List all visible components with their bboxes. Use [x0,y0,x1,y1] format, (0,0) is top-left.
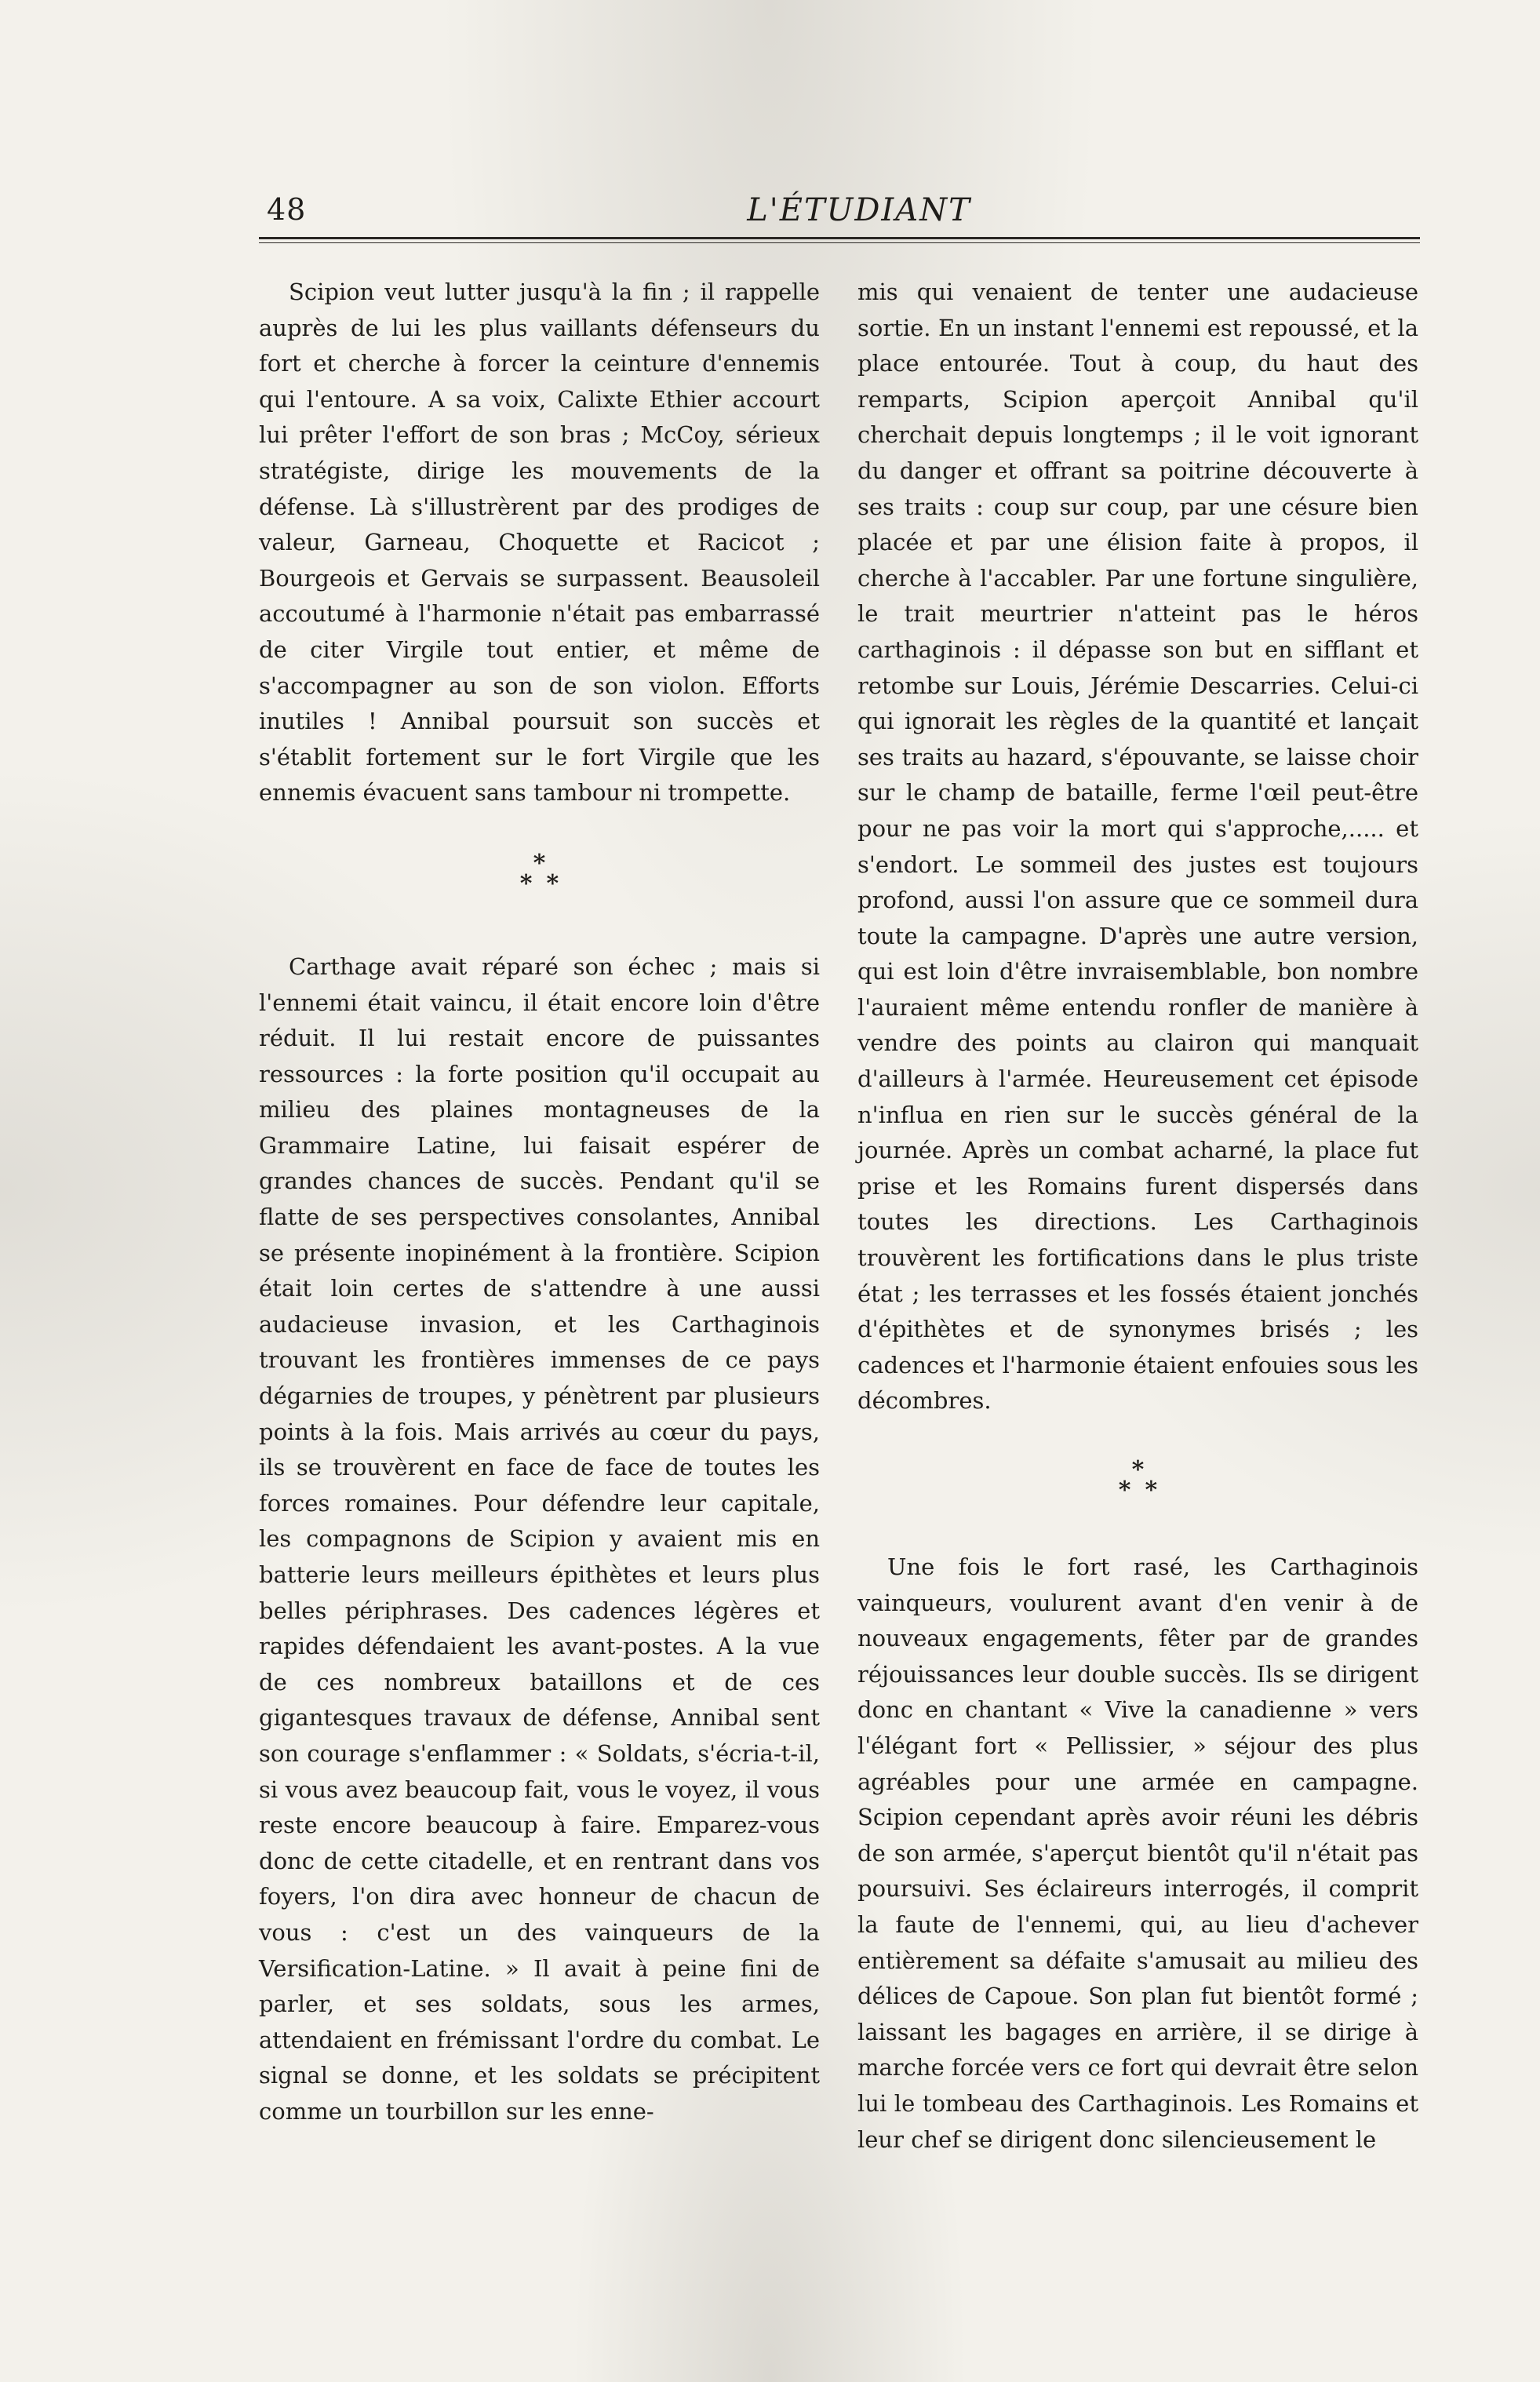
right-paragraph-1: mis qui venaient de tenter une audacieuse sortie. En un instant l'ennemi est repoussé, et la place entourée. Tout à coup, du haut des remparts, Scipion aperçoit Annibal qu'il cherchait depuis longtemps ; il le voit ignorant du danger et offrant sa poitrine découverte à ses traits : coup sur coup, par une césure bien placée et par une élision faite à propos, il cherche à l'accabler. Par une fortune singulière, le trait meurtrier n'atteint pas le héros carthaginois : il dépasse son but en sifflant et retombe sur Louis, Jérémie Descarries. Celui-ci qui ignorait les règles de la quantité et lançait ses traits au hazard, s'épouvante, se laisse choir sur le champ de bataille, ferme l'œil peut-être pour ne pas voir la mort qui s'approche,..... et s'endort. Le sommeil des justes est toujours profond, aussi l'on assure que ce sommeil dura toute la campagne. D'après une autre version, qui est loin d'être invraisemblable, bon nombre l'auraient même entendu ronfler de manière à vendre des points au clairon qui manquait d'ailleurs à l'armée. Heureusement cet épisode n'influa en rien sur le succès général de la journée. Après un combat acharné, la place fut prise et les Romains furent dispersés dans toutes les directions. Les Carthaginois trouvèrent les fortifications dans le plus triste état ; les terrasses et les fossés étaient jonchés d'épithètes et de synonymes brisés ; les cadences et l'harmonie étaient enfouies sous les décombres. [857,279,1418,1415]
separator-star-pair: ** [519,869,573,898]
left-paragraph-2: Carthage avait réparé son échec ; mais si l'ennemi était vaincu, il était encore loin d'être réduit. Il lui restait encore de puissantes ressources : la forte position qu'il occupait au milieu des plaines montagneuses de la Grammaire Latine, lui faisait espérer de grandes chances de succès. Pendant qu'il se flatte de ses perspectives consolantes, Annibal se présente inopinément à la frontière. Scipion était loin certes de s'attendre à une aussi audacieuse invasion, et les Carthaginois trouvant les frontières immenses de ce pays dégarnies de troupes, y pénètrent par plusieurs points à la fois. Mais arrivés au cœur du pays, ils se trouvèrent en face de face de toutes les forces romaines. Pour défendre leur capitale, les compagnons de Scipion y avaient mis en batterie leurs meilleurs épithètes et leurs plus belles périphrases. Des cadences légères et rapides défendaient les avant-postes. A la vue de ces nombreux bataillons et de ces gigantesques travaux de défense, Annibal sent son courage s'enflammer : « Soldats, s'écria-t-il, si vous avez beaucoup fait, vous le voyez, il vous reste encore beaucoup à faire. Emparez-vous donc de cette citadelle, et en rentrant dans vos foyers, l'on dira avec honneur de chacun de vous : c'est un des vainqueurs de la Versification-Latine. » Il avait à peine fini de parler, et ses soldats, sous les armes, attendaient en frémissant l'ordre du combat. Le signal se donne, et les soldats se précipitent comme un tourbillon sur les enne- [259,952,820,2125]
header-rule [259,237,1420,243]
right-paragraph-2: Une fois le fort rasé, les Carthaginois vainqueurs, voulurent avant d'en venir à de nouveaux engagements, fêter par de grandes réjouissances leur double succès. Ils se dirigent donc en chantant « Vive la canadienne » vers l'élégant fort « Pellissier, » séjour des plus agréables pour une armée en campagne. Scipion cependant après avoir réuni les débris de son armée, s'aperçut bientôt qu'il n'était pas poursuivi. Ses éclaireurs interrogés, il comprit la faute de l'ennemi, qui, au lieu d'achever entièrement sa défaite s'amusait au milieu des délices de Capoue. Son plan fut bientôt formé ; laissant les bagages en arrière, il se dirige à marche forcée vers ce fort qui devrait être selon lui le tombeau des Carthaginois. Les Romains et leur chef se dirigent donc silencieusement le [857,1553,1418,2153]
page-number: 48 [267,192,307,227]
section-separator [857,1456,1418,1504]
separator-star-pair: ** [1118,1477,1172,1504]
running-head: L'ÉTUDIANT [747,192,971,228]
separator-star: * [533,849,546,877]
section-separator [259,849,820,898]
right-column [857,275,1418,2158]
left-column [259,275,820,2130]
separator-star: * [1131,1456,1145,1484]
page-header [267,192,1451,239]
left-paragraph-1: Scipion veut lutter jusqu'à la fin ; il rappelle auprès de lui les plus vaillants défenseurs du fort et cherche à forcer la ceinture d'ennemis qui l'entoure. A sa voix, Calixte Ethier accourt lui prêter l'effort de son bras ; McCoy, sérieux stratégiste, dirige les mouvements de la défense. Là s'illustrèrent par des prodiges de valeur, Garneau, Choquette et Racicot ; Bourgeois et Gervais se surpassent. Beausoleil accoutumé à l'harmonie n'était pas embarrassé de citer Virgile tout entier, et même de s'accompagner au son de son violon. Efforts inutiles ! Annibal poursuit son succès et s'établit fortement sur le fort Virgile que les ennemis évacuent sans tambour ni trompette. [259,279,820,807]
